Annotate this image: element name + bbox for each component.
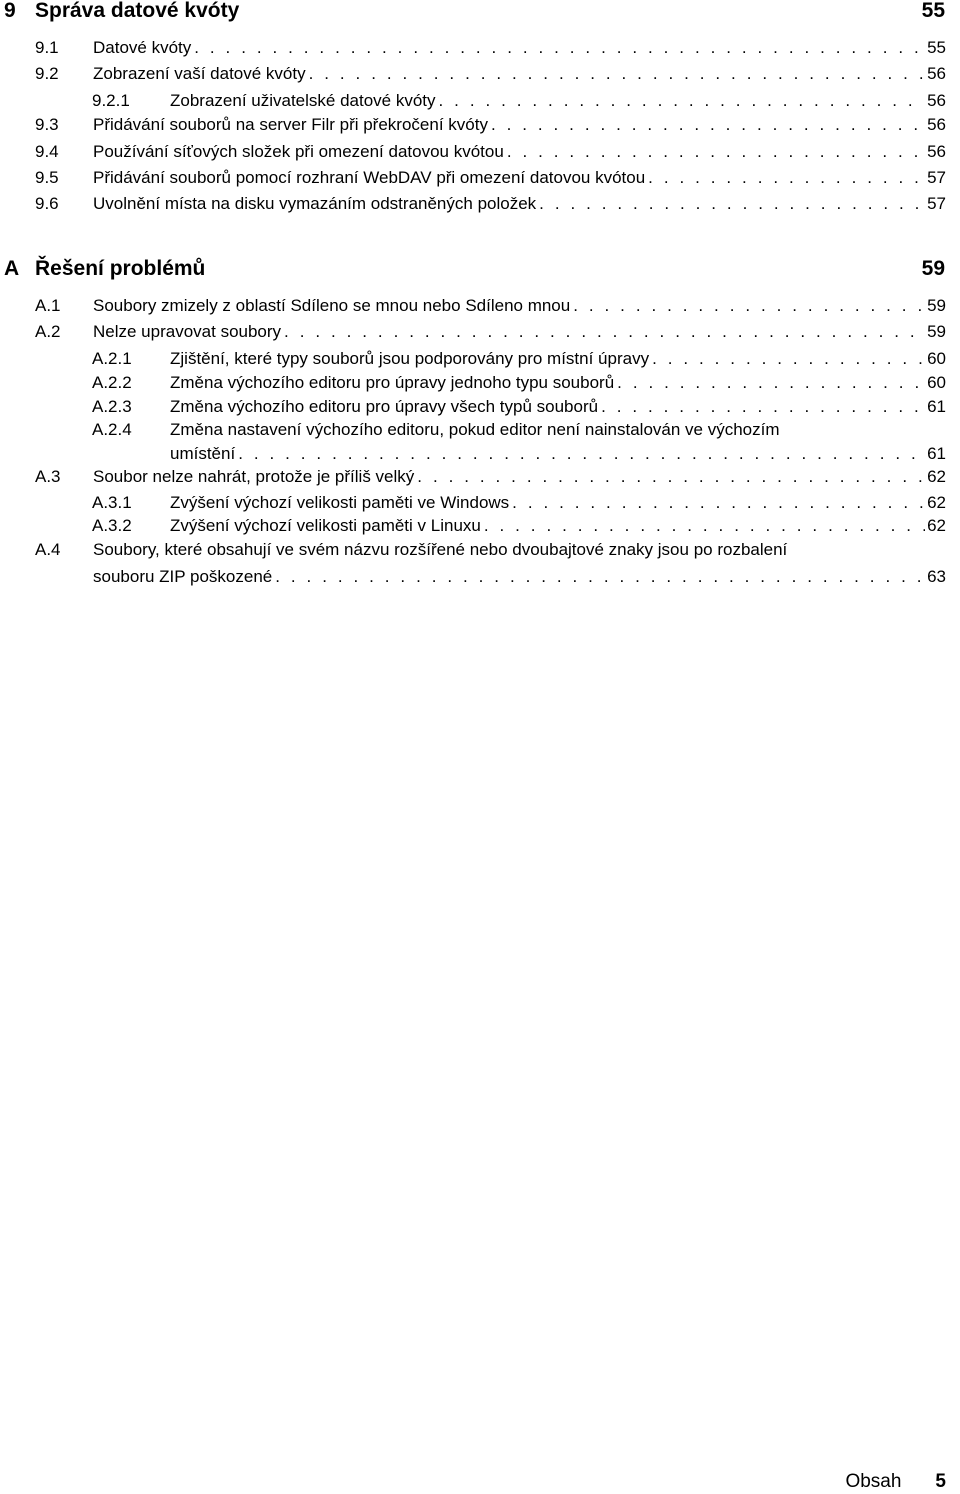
toc-entry[interactable] — [92, 371, 946, 395]
entry-title: Uvolnění místa na disku vymazáním odstraněných položek — [93, 194, 537, 213]
entry-number: 9.5 — [35, 168, 59, 187]
entry-page: 63 — [927, 567, 946, 586]
dot-leader — [539, 192, 925, 216]
toc-entry[interactable] — [35, 538, 946, 589]
entry-title: Změna výchozího editoru pro úpravy všech typů souborů — [170, 397, 599, 416]
toc-entry[interactable] — [35, 36, 946, 60]
entry-page: 61 — [927, 397, 946, 416]
entry-number: A.2.1 — [92, 349, 132, 368]
entry-page: 56 — [927, 91, 946, 110]
dot-leader — [238, 442, 925, 466]
toc-entry[interactable] — [92, 491, 946, 515]
entry-title: Soubor nelze nahrát, protože je příliš velký — [93, 467, 415, 486]
entry-title: Nelze upravovat soubory — [93, 322, 282, 341]
entry-title: Přidávání souborů na server Filr při překročení kvóty — [93, 115, 488, 134]
chapter-title: Správa datové kvóty — [35, 0, 240, 22]
entry-title: Zvýšení výchozí velikosti paměti v Linuxu — [170, 516, 481, 535]
entry-title-first-line: Soubory, které obsahují ve svém názvu rozšířené nebo dvoubajtové znaky jsou po rozbalení — [93, 540, 788, 559]
toc-entry[interactable] — [92, 89, 946, 113]
entry-number: 9.2.1 — [92, 91, 130, 110]
toc-entry[interactable] — [35, 140, 946, 164]
entry-page: 62 — [927, 493, 946, 512]
dot-leader — [617, 371, 925, 395]
chapter-heading — [0, 255, 960, 283]
dot-leader — [275, 565, 925, 589]
entry-number: A.3.1 — [92, 493, 132, 512]
entry-title: Přidávání souborů pomocí rozhraní WebDAV při omezení datovou kvótou — [93, 168, 646, 187]
toc-entry[interactable] — [35, 166, 946, 190]
entry-title: Datové kvóty — [93, 38, 192, 57]
toc-entry[interactable] — [35, 62, 946, 86]
toc-entry[interactable] — [35, 320, 946, 344]
entry-title: Zobrazení vaší datové kvóty — [93, 64, 306, 83]
entry-page: 60 — [927, 349, 946, 368]
toc-entry[interactable] — [92, 395, 946, 419]
entry-page: 59 — [927, 296, 946, 315]
entry-number: A.1 — [35, 296, 61, 315]
dot-leader — [573, 294, 925, 318]
entry-page: 62 — [927, 516, 946, 535]
entry-page: 62 — [927, 467, 946, 486]
entry-number: 9.6 — [35, 194, 59, 213]
toc-entry[interactable] — [35, 294, 946, 318]
entry-page: 56 — [927, 142, 946, 161]
entry-number: A.4 — [35, 540, 61, 559]
chapter-page: 55 — [921, 0, 945, 22]
entry-title: Soubory zmizely z oblastí Sdíleno se mnou nebo Sdíleno mnou — [93, 296, 571, 315]
entry-title-first-line: Změna nastavení výchozího editoru, pokud editor není nainstalován ve výchozím — [170, 420, 780, 439]
chapter-number: A — [4, 257, 20, 280]
chapter-page: 59 — [921, 257, 945, 280]
entry-title: Zjištění, které typy souborů jsou podporovány pro místní úpravy — [170, 349, 650, 368]
entry-number: 9.1 — [35, 38, 59, 57]
entry-number: A.3 — [35, 467, 61, 486]
entry-page: 59 — [927, 322, 946, 341]
chapter-number: 9 — [4, 0, 16, 22]
entry-page: 61 — [927, 444, 946, 463]
entry-page: 56 — [927, 64, 946, 83]
entry-page: 57 — [927, 194, 946, 213]
dot-leader — [507, 140, 925, 164]
entry-number: 9.4 — [35, 142, 59, 161]
dot-leader — [601, 395, 925, 419]
entry-number: A.2 — [35, 322, 61, 341]
dot-leader — [194, 36, 925, 60]
entry-title: Používání síťových složek při omezení datovou kvótou — [93, 142, 504, 161]
entry-title: Zobrazení uživatelské datové kvóty — [170, 91, 436, 110]
toc-entry[interactable] — [35, 192, 946, 216]
dot-leader — [652, 347, 925, 371]
toc-entry[interactable] — [92, 514, 946, 538]
entry-number: 9.3 — [35, 115, 59, 134]
chapter-title: Řešení problémů — [35, 257, 206, 280]
dot-leader — [284, 320, 925, 344]
footer-page-number: 5 — [935, 1471, 946, 1492]
footer-label: Obsah — [845, 1471, 902, 1492]
entry-number: 9.2 — [35, 64, 59, 83]
entry-number: A.2.4 — [92, 420, 132, 439]
entry-title: souboru ZIP poškozené — [93, 567, 273, 586]
toc-entry[interactable] — [35, 113, 946, 137]
dot-leader — [491, 113, 925, 137]
dot-leader — [309, 62, 925, 86]
entry-page: 60 — [927, 373, 946, 392]
entry-title: Změna výchozího editoru pro úpravy jednoho typu souborů — [170, 373, 615, 392]
entry-title: umístění — [170, 444, 236, 463]
dot-leader — [439, 89, 926, 113]
entry-page: 56 — [927, 115, 946, 134]
chapter-heading — [0, 0, 960, 25]
dot-leader — [417, 465, 925, 489]
dot-leader — [484, 514, 925, 538]
dot-leader — [512, 491, 925, 515]
entry-number: A.2.2 — [92, 373, 132, 392]
toc-entry[interactable] — [92, 418, 946, 466]
entry-title: Zvýšení výchozí velikosti paměti ve Windows — [170, 493, 510, 512]
entry-page: 57 — [927, 168, 946, 187]
toc-entry[interactable] — [92, 347, 946, 371]
page-footer — [845, 1470, 946, 1494]
entry-number: A.2.3 — [92, 397, 132, 416]
entry-page: 55 — [927, 38, 946, 57]
entry-number: A.3.2 — [92, 516, 132, 535]
toc-entry[interactable] — [35, 465, 946, 489]
dot-leader — [648, 166, 925, 190]
